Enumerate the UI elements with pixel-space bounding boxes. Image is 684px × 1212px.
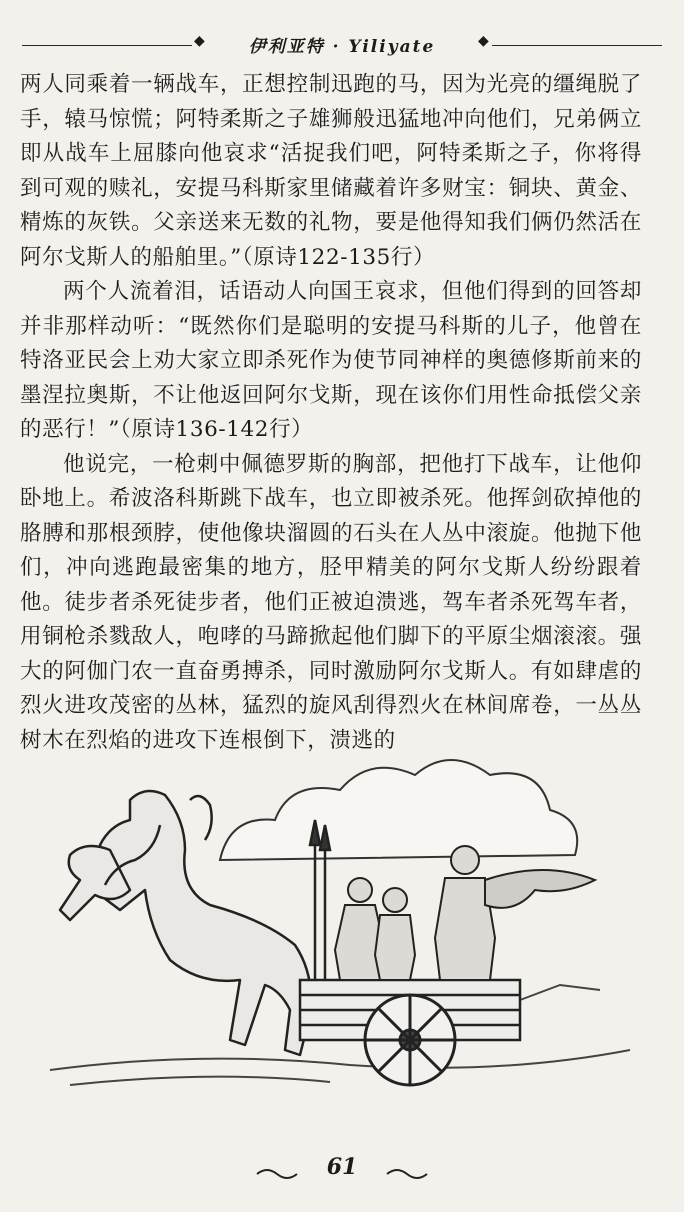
chariot-illustration	[40, 740, 640, 1120]
page-number: 61	[326, 1154, 358, 1180]
header-rule-right	[492, 45, 662, 46]
paragraph-2: 两个人流着泪，话语动人向国王哀求，但他们得到的回答却并非那样动听：“既然你们是聪明的安提马科斯的儿子，他曾在特洛亚民会上劝大家立即杀死作为使节同神样的奥德修斯前来的墨涅拉奥斯，不让他返回阿尔戈斯，现在该你们用性命抵偿父亲的恶行！”（原诗136-142行）	[20, 279, 642, 442]
running-header-title: 伊利亚特 · Yiliyate	[248, 37, 436, 57]
clouds	[220, 760, 577, 860]
header-dot-right: ◆	[478, 33, 489, 49]
running-header	[22, 28, 662, 64]
paragraph-1: 两人同乘着一辆战车，正想控制迅跑的马，因为光亮的缰绳脱了手，辕马惊慌；阿特柔斯之子雄狮般迅猛地冲向他们，兄弟俩立即从战车上屈膝向他哀求“活捉我们吧，阿特柔斯之子，你将得到可观的赎礼，安提马科斯家里储藏着许多财宝：铜块、黄金、精炼的灰铁。父亲送来无数的礼物，要是他得知我们俩仍然活在阿尔戈斯人的船舶里。”（原诗122-135行）	[20, 72, 642, 270]
paragraph-3: 他说完，一枪刺中佩德罗斯的胸部，把他打下战车，让他仰卧地上。希波洛科斯跳下战车，也立即被杀死。他挥剑砍掉他的胳膊和那根颈脖，使他像块溜圆的石头在人丛中滚旋。他抛下他们，冲向逃跑最密集的地方，胫甲精美的阿尔戈斯人纷纷跟着他。徒步者杀死徒步者，他们正被迫溃逃，驾车者杀死驾车者，用铜枪杀戮敌人，咆哮的马蹄掀起他们脚下的平原尘烟滚滚。强大的阿伽门农一直奋勇搏杀，同时激励阿尔戈斯人。有如肆虐的烈火进攻茂密的丛林，猛烈的旋风刮得烈火在林间席卷，一丛丛树木在烈焰的进攻下连根倒下，溃逃的	[20, 451, 642, 753]
footer-ornament-right	[385, 1166, 430, 1185]
header-rule-left	[22, 45, 192, 46]
warriors	[335, 846, 595, 980]
page-footer	[0, 1150, 684, 1190]
spears	[310, 820, 330, 980]
header-dot-left: ◆	[194, 33, 205, 49]
chariot-wheel	[365, 995, 455, 1085]
footer-ornament-left	[255, 1166, 300, 1185]
body-text	[20, 68, 642, 758]
